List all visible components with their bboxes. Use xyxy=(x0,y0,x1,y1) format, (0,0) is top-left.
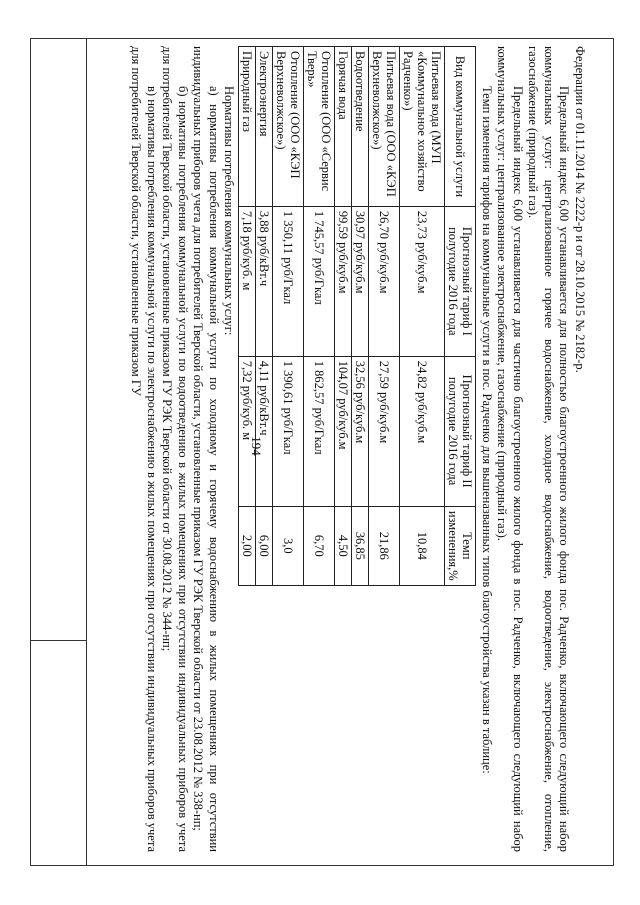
cell-tariff-h1: 1 745,57 руб/Гкал xyxy=(304,206,335,356)
cell-tariff-h2: 32,56 руб/куб.м xyxy=(352,356,369,506)
cell-tariff-h2: 104,07 руб/куб.м xyxy=(335,356,352,506)
cell-tariff-h1: 7,18 руб/куб. м xyxy=(239,206,256,356)
page-number: 194 xyxy=(249,436,264,456)
cell-service: Питьевая вода (ООО «КЭП Верхневолжское») xyxy=(369,47,400,207)
cell-service: Водоотведение xyxy=(352,47,369,207)
paragraph-norms-heading: Нормативы потребления коммунальных услуг: xyxy=(222,86,237,336)
cell-change-rate: 6,70 xyxy=(304,506,335,585)
paragraph-norm-water: а) нормативы потребления коммунальной услуги по холодному и горячему водоснабжению в жилых помещениях при отсутствии индивидуальных приборов учета для потребителей Тверской области, установленные приказом ГУ РЭК Тверской области от 23.08.2012 № 338-нп; xyxy=(191,46,221,852)
cell-tariff-h2: 4,11 руб/кВт.ч xyxy=(256,356,273,506)
cell-service: Природный газ xyxy=(239,47,256,207)
table-row xyxy=(256,47,273,586)
cell-service: Отопление (ООО «Сервис Тверь» xyxy=(304,47,335,207)
cell-service: Питьевая вода (МУП «Коммунальное хозяйство Радченко») xyxy=(400,47,445,207)
table-row xyxy=(304,47,335,586)
cell-tariff-h2: 1 862,57 руб/Гкал xyxy=(304,356,335,506)
cell-change-rate: 36,85 xyxy=(352,506,369,585)
paragraph-norm-sewage: б) нормативы потребления коммунальной услуги по водоотведению в жилых помещениях при отсутствии индивидуальных приборов учета для потребителей Тверской области, установленные приказом ГУ РЭК Тверской области от 30.08.2012 № 344-нп; xyxy=(160,46,190,852)
table-row xyxy=(369,47,400,586)
paragraph-full-comfort: Предельный индекс 6,00 устанавливается для полностью благоустроенного жилого фонда пос. Радченко, включающего следующий набор коммунальных услуг: централизованное горячее водоснабжение, холодное водоснабжение, водоотведение, электроснабжение, отопление, газоснабжение (природный газ). xyxy=(526,46,572,852)
header-tariff-h1: Прогнозный тариф I полугодие 2016 года xyxy=(445,206,476,356)
header-tariff-h2: Прогнозный тариф II полугодие 2016 года xyxy=(445,356,476,506)
table-row xyxy=(239,47,256,586)
cell-tariff-h1: 30,97 руб/куб.м xyxy=(352,206,369,356)
cell-service: Горячая вода xyxy=(335,47,352,207)
tariff-table xyxy=(239,46,477,586)
cell-change-rate: 2,00 xyxy=(239,506,256,585)
cell-tariff-h1: 99,59 руб/куб.м xyxy=(335,206,352,356)
cell-change-rate: 3,0 xyxy=(273,506,304,585)
document-body xyxy=(83,40,589,858)
table-row xyxy=(273,47,304,586)
table-row xyxy=(352,47,369,586)
paragraph-table-intro: Темп изменения тарифов на коммунальные услуги в пос. Радченко для вышеназванных типов благоустройства указан в таблице: xyxy=(480,86,494,774)
cell-tariff-h1: 3,88 руб/кВт.ч xyxy=(256,206,273,356)
cell-change-rate: 4,50 xyxy=(335,506,352,585)
cell-service: Электроэнергия xyxy=(256,47,273,207)
cell-change-rate: 6,00 xyxy=(256,506,273,585)
cell-tariff-h2: 1 390,61 руб/Гкал xyxy=(273,356,304,506)
cell-tariff-h1: 1 350,11 руб/Гкал xyxy=(273,206,304,356)
paragraph-intro: Федерации от 01.11.2014 № 2222-р и от 28.10.2015 № 2182-р. xyxy=(573,46,587,373)
cell-tariff-h1: 23,73 руб/куб.м xyxy=(400,206,445,356)
cell-change-rate: 10,84 xyxy=(400,506,445,585)
paragraph-partial-comfort: Предельный индекс 6,00 устанавливается для частично благоустроенного жилого фонда в пос. Радченко, включающего следующий набор коммунальных услуг: централизованное электроснабжение, газоснабжение (природный газ). xyxy=(495,46,525,852)
cell-tariff-h2: 7,32 руб/куб. м xyxy=(239,356,256,506)
table-row xyxy=(335,47,352,586)
paragraph-norm-electricity: в) нормативы потребления коммунальной услуги по электроснабжению в жилых помещениях при отсутствии индивидуальных приборов учета для потребителей Тверской области, установленные приказом ГУ xyxy=(129,46,159,852)
cell-tariff-h1: 26,70 руб/куб.м xyxy=(369,206,400,356)
cell-change-rate: 21,86 xyxy=(369,506,400,585)
table-row xyxy=(400,47,445,586)
frame-row-divider xyxy=(30,640,86,641)
cell-service: Отопление (ООО «КЭП Верхневолжское») xyxy=(273,47,304,207)
cell-tariff-h2: 27,59 руб/куб.м xyxy=(369,356,400,506)
header-change-rate: Темп изменения,% xyxy=(445,506,476,585)
cell-tariff-h2: 24,82 руб/куб.м xyxy=(400,356,445,506)
header-service: Вид коммунальной услуги xyxy=(445,47,476,207)
table-header-row xyxy=(445,47,476,586)
